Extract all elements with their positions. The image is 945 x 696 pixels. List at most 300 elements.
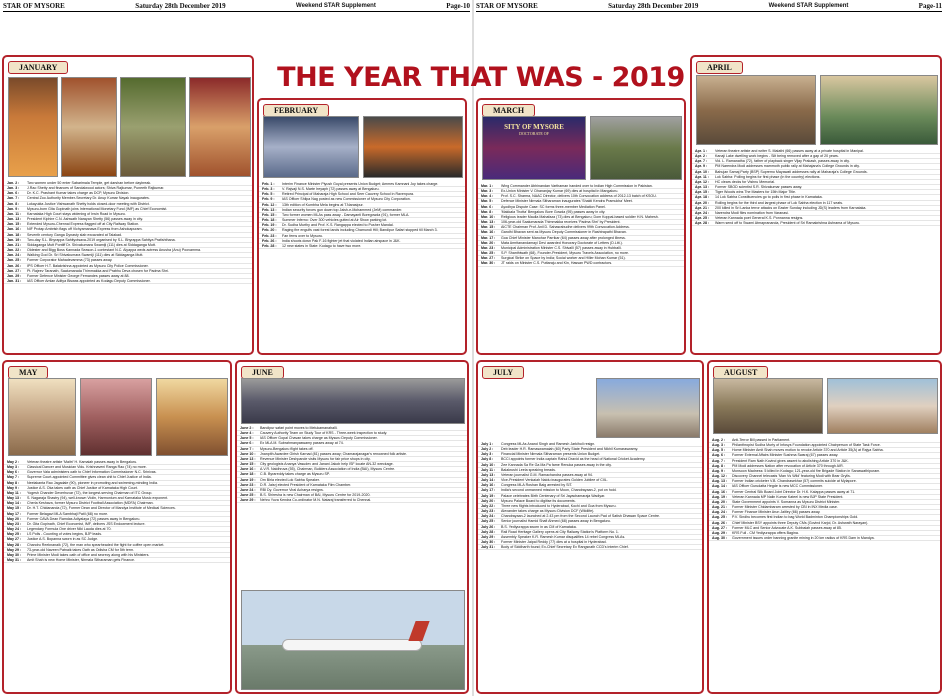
event-text: AICTE Chairman Prof. Anil D. Sahasrabudhe delivers 99th Convocation Address. (501, 225, 630, 230)
photo-oath (8, 378, 76, 456)
event-text: Rolling begins for the third and largest phase of Lok Sabha election in 117 seats. (715, 200, 843, 205)
event-date: Mar. 20 : (481, 240, 496, 245)
event-date: Aug. 12 : (712, 474, 728, 479)
event-date: July 11 : (481, 467, 496, 472)
event-text: 106-year-old Saalumarada Thimmakka receives 'Padma Shri' by President. (501, 220, 621, 225)
event-text: Prof. S.C. Sharma, NAAC Director, delivers 10th Convocation address of 2012-13 batch of KSOU. (501, 194, 657, 199)
event-text: Body of Siddharth found; Ex-Chief Secretary Ex Rangsnath CCD's interim Chief. (501, 545, 629, 550)
event-date: June 2 : (240, 426, 254, 430)
event-text: Neelakanta Rao Jagadale (90), pioneer in promoting and swimming-minding India. (27, 480, 159, 485)
month-title: JANUARY (8, 61, 68, 74)
event-text: Extended Mysuru-Chennai Express flagged off at City Railway Station. (27, 222, 140, 227)
entries-june (237, 426, 467, 586)
event-text: JT raids on Minister C.S. Puttaraju and Kin, Hassan PWD contractors. (501, 261, 613, 266)
event-text: IAS Officer Amlan Aditya Biswas appointed as Kodagu Deputy Commissioner. (27, 278, 151, 283)
event-text: IPS Officer H.T. Balakrishna appointed as Mysuru City Police Commissioner. (27, 263, 149, 268)
event-date: Apr. 2 : (695, 154, 708, 159)
event-date: Apr. 9 : (695, 164, 708, 169)
event-date: May 17 : (7, 511, 22, 516)
main-title: THE YEAR THAT WAS - 2019 (277, 62, 685, 93)
event-date: July 29 : (481, 534, 496, 539)
event-date: Aug. 13 : (712, 479, 728, 484)
event-text: Lok Sabha: Polling begins for first phase (in the country) elections. (715, 174, 821, 179)
photo-parliament (713, 378, 823, 434)
event-text: Discovery Channel telecasts 'Man Vs Wild' featuring Modi with Bear Grylls. (732, 474, 851, 479)
event-date: July 14 : (481, 478, 496, 483)
event-date: Feb. 15 : (262, 212, 277, 217)
photo-crowd (241, 378, 465, 424)
event-text: Former External Affairs Minister Sushma Swaraj (67) passes away. (732, 453, 839, 458)
event-text: Seventh century Ganga Dynasty slab excavated at Talakad. (27, 232, 123, 237)
event-date: July 25 : (481, 519, 496, 524)
event-text: Jnanpith Awardee Girish Karnad (81) passes away; Chamarajanagar's renowned folk artiste. (260, 451, 408, 456)
event-date: May 6 : (7, 470, 20, 475)
event-text: BCCI appoints former India captain Rahul Dravid as the head of National Cricket Academy. (501, 457, 646, 462)
event-text: Veteran theatre artiste 'Maitri' H. Kamaiah passes away in Bengaluru. (27, 460, 138, 464)
event-date: Feb. 23 : (262, 233, 277, 238)
event-text: Congress MLAs Anand Singh and Ramesh Jarkiholi resign. (501, 442, 596, 446)
event-date: Mar. 10 : (481, 214, 496, 219)
event-text: Prime Minister Modi takes oath of office and secrecy along with his Ministers. (27, 552, 150, 557)
centre-fold (472, 0, 474, 696)
photo-rocket (596, 378, 700, 438)
photo-fire (363, 116, 463, 178)
photo-modi (156, 378, 228, 456)
event-date: July 24 : (481, 514, 496, 519)
event-text: Two former women MLAs pass away - Damayanti Boregowda (91), former MLA. (282, 212, 410, 217)
event-text: Wing Commander Abhinandan Varthaman handed over to Indian High Commission in Pakistan. (501, 184, 653, 188)
event-date: July 31 : (481, 545, 496, 550)
event-date: July 22 : (481, 503, 496, 508)
event-text: Amit Shah is new Home Minister, Nirmala Sitharaman gets Finance. (27, 557, 136, 562)
event-date: July 28 : (481, 529, 496, 534)
event-date: Apr. 25 : (695, 216, 710, 221)
event-date: May 24 : (7, 527, 22, 532)
month-title: AUGUST (713, 366, 768, 379)
photo-badminton (827, 378, 938, 434)
section-june (235, 360, 469, 694)
event-text: Walking God Dr. Sri Shivakumara Swamiji (111) dies at Siddaganga Mutt. (27, 253, 144, 258)
event-date: May 8 : (7, 480, 20, 485)
event-date: Jan. 6 : (7, 191, 20, 196)
month-title: JUNE (241, 366, 284, 379)
event-date: Aug. 26 : (712, 520, 728, 525)
event-date: Mar. 1 : (481, 184, 494, 188)
event-date: Aug. 3 : (712, 443, 726, 448)
event-text: IAS Officer Gurudatta Hegde is new MCC Commissioner. (732, 484, 824, 489)
event-date: June 25 : (240, 493, 256, 498)
paper-name: STAR OF MYSORE (3, 1, 65, 10)
event-date: Jan. 3 : (7, 186, 20, 191)
event-text: PM Modi addresses Nation after revocation of Article 370 through AIR. (732, 463, 844, 468)
event-text: Vice-President Venkaiah Naidu inaugurates Golden Jubilee of CIIL. (501, 478, 608, 483)
event-entry (259, 244, 465, 249)
event-date: Feb. 1 : (262, 182, 275, 186)
event-date: Apr. 11 : (695, 174, 709, 179)
event-date: Jan. 15 : (7, 222, 22, 227)
event-text: Former Defence Minister George Fernandes passes away at 88. (27, 273, 130, 278)
event-text: NIF Protap Ambrish flags off Vichyamanava Express from Ashokapuram. (27, 227, 143, 232)
event-date: Jan. 21 : (7, 242, 22, 247)
event-date: July 2 : (481, 447, 494, 452)
event-text: Religious leader Maulla Mahafaza (73) dies at Bengaluru; Dom Koppal-based soldier H.N. Mahesh. (501, 214, 659, 219)
month-title: MAY (8, 366, 48, 379)
issue-date: Saturday 28th December 2019 (135, 1, 226, 10)
event-text: 'Makkala Thotta' Bengaluru Bore Gowda (95) passes away in city. (501, 209, 606, 214)
issue-date: Saturday 28th December 2019 (608, 1, 699, 10)
event-date: June 7 : (240, 446, 254, 451)
event-date: Feb. 28 : (262, 243, 277, 248)
event-text: India shoots down Pak F-16 fighter jet that violated Indian airspace in J&K. (282, 238, 401, 243)
event-text: Oldester and Bigg Boss Kannada Season-1 contestant N.C. Aiyappa weds actress Anusha (Anu) Poovamma. (27, 248, 201, 253)
event-text: Dr. K.C. Prashant Kumar takes charge as DCP, Mysuru Division. (27, 191, 130, 196)
event-text: Senior journalist Hamid Shafi Ahmed (68) passes away in Bengaluru. (501, 519, 611, 524)
event-date: Aug. 8 : (712, 463, 726, 468)
event-text: Congress MLA Roshan Baig arrested by SIT. (501, 483, 573, 488)
event-date: May 30 : (7, 552, 22, 557)
event-text: Chandru Reeknanaik (72), the man who spearheaded the fight for coffee open market. (27, 542, 165, 547)
event-date: May 27 : (7, 537, 22, 542)
photo-rally (696, 75, 816, 145)
event-date: Jan. 27 : (7, 268, 22, 273)
event-text: Ayodhya Dispute Case: SC forms three-member Mediation Panel. (501, 204, 606, 209)
event-date: May 13 : (7, 496, 22, 501)
event-date: Jan. 9 : (7, 206, 20, 211)
event-date: Aug. 14 : (712, 484, 728, 489)
event-date: May 11 : (7, 490, 21, 495)
event-date: Jan. 24 : (7, 253, 22, 258)
event-text: Siddaganga Mutt Pontiff Dr. Shivakumara Swamiji (111) dies at Siddaganga Mutt. (27, 242, 156, 247)
event-text: Fan ferns over to Mysuru. (282, 233, 323, 238)
event-text: Gandhi Bhavan sent as Mysuru Deputy Commissioner in Rashtrapathi Bhavan. (501, 230, 627, 235)
event-text: 12 new states in State: Kodagu to have two more. (282, 243, 362, 248)
event-text: Deb leader H.R. Ramaswamaiah (60) Party State President and Nikhil Kumaraswamy. (501, 447, 639, 452)
event-date: May 25 : (7, 532, 22, 537)
event-date: Mar. 25 : (481, 251, 496, 256)
event-text: Zee Kannada Sa Re Ga Ma Pa fame Renuka passes away in the city. (501, 462, 612, 467)
event-date: May 29 : (7, 547, 22, 552)
event-date: Jan. 16 : (7, 227, 22, 232)
aircraft-tail (408, 621, 429, 641)
section-august (707, 360, 942, 694)
event-text: Former SBOD scientist S.R. Shivakumar passes away. (715, 185, 803, 190)
event-text: Monsoon Madness: 5 killed in Kodagu; 121-year-old fire Brigade Station in Saraswathipuram. (732, 468, 881, 473)
event-text: V. Rajvaji N.S. Marte Ireyaph (72) passes away at Bengaluru. (282, 187, 380, 192)
event-text: City geologists Ananya Vasudev and Janani Jakob help ISF locate AN-32 wreckage. (260, 462, 394, 467)
event-text: Om Birla elected Lok Sabha Speaker. (260, 477, 320, 482)
event-text: 200 killed in Sri Lanka terror attacks on Easter Sunday including JD(S) leaders from Karnataka. (715, 205, 867, 210)
event-text: IAS Officer Shilpa Nag posted as new Commissioner of Mysuru City Corporation. (282, 197, 411, 202)
event-text: Home Minister Amit Shah moves motion to revoke Article 370 and Article 35(A) at Rajya Sabha. (732, 448, 884, 453)
event-date: June 16 : (240, 467, 256, 472)
event-date: July 13 : (481, 472, 496, 477)
event-date: May 31 : (7, 557, 22, 562)
event-text: Lokayukta Justice Vishwanath Shetty holds closed-door meeting with District. (27, 201, 150, 206)
event-text: Dr. H.T. Chidananda (72), Former Dean and Director of Mandya Institute of Medical Sciences. (27, 506, 176, 511)
photo-leader (820, 75, 938, 145)
event-date: June 6 : (240, 441, 254, 446)
event-text: State Government appoints V. Somanna as Mysuru District Minister. (732, 499, 841, 504)
event-date: May 28 : (7, 542, 22, 547)
event-text: Philanthropist Sudha Murty of Infosys Foundation appointed Chairperson of State Task Force. (732, 443, 881, 448)
section-july (476, 360, 704, 694)
event-entry (692, 221, 940, 226)
event-text: P.V. Sindhu becomes first Indian to bag World Badminton Championships Gold. (732, 515, 859, 520)
event-text: Mata Amritanandamayi Devi awarded Honorary Doctorate of Letters (D.Litt.). (501, 240, 623, 245)
event-date: May 20 : (7, 516, 22, 521)
event-date: Apr. 12 : (695, 179, 710, 184)
event-entry (4, 558, 230, 563)
photo-dancer (80, 378, 152, 456)
entries-may (4, 460, 230, 692)
event-text: A.V.R. Naidhruva (55), Chairman, Builders Association of India (BAI), Mysuru Centre. (260, 467, 396, 472)
event-date: July 23 : (481, 509, 496, 514)
month-title: JULY (482, 366, 524, 379)
event-text: Former Central Silk Board Joint Director Dr. H.K. Kalappa passes away at 71. (732, 489, 856, 494)
photo-budget (263, 116, 359, 178)
event-text: Interim Finance Minister Piyush Goyal presents Union Budget; Ammes Kamnani Joy takes charge. (282, 182, 439, 186)
event-date: Aug. 30 : (712, 535, 728, 540)
page-header-left (3, 0, 470, 12)
event-date: June 13 : (240, 456, 256, 461)
event-text: Former Belagavi MLA Sambhaji Patil (68) no more. (27, 511, 109, 516)
event-text: Cherla Keshava, former Mysuru District Football Association (MDFA) Chairman. (27, 501, 154, 506)
event-text: Tiger Woods wins The Masters for 15th Major Title. (715, 190, 797, 195)
event-date: Mar. 16 : (481, 230, 496, 235)
event-text: S.P. Shanthiwath (68), Founder-President, Mysuru Travels Association, no more. (501, 251, 629, 256)
event-text: Legendary Formula One driver Niki Lauda dies at 70. (27, 527, 112, 532)
event-text: Revenue Minister Deshpande visits Mysuru for fair price shops in city. (260, 456, 371, 461)
event-date: July 30 : (481, 539, 496, 544)
event-date: Jan. 7 : (7, 196, 20, 201)
event-date: Feb. 13 : (262, 207, 277, 212)
page-header-right (476, 0, 942, 12)
event-date: Apr. 10 : (695, 169, 710, 174)
page-number: Page-11 (918, 1, 942, 10)
event-text: Indian security forces gun down top Jaish-e-Mohammed (JeM) commander. (282, 207, 403, 212)
event-text: S. Nagaraja Shastry (94), well-known Violin, Harmonium and Karnataka Music exponent. (27, 496, 169, 501)
event-date: Mar. 23 : (481, 245, 496, 250)
event-text: Retired Principal of Maharaja High School and Seer Cauvery School in Ravenpura. (282, 192, 415, 197)
supplement-name: Weekend STAR Supplement (768, 2, 849, 9)
event-text: Warm send off to Swami Atmaprananda, President of Sri Ramakrishna Ashrama of Mysuru. (715, 221, 861, 226)
event-date: July 19 : (481, 493, 496, 498)
event-date: Jan. 29 : (7, 273, 22, 278)
section-february (257, 98, 467, 355)
event-date: Mar. 30 : (481, 261, 496, 266)
event-date: Jan. 31 : (7, 278, 22, 283)
event-text: Veteran Kannada poet General K.S. Ponnanna resigns. (715, 216, 804, 221)
event-text: Veteran theatre artiste and writer S. Malathi (66) passes away at a private hospital in Manipal. (715, 149, 864, 153)
event-date: June 4 : (240, 431, 254, 436)
event-text: Narendra Modi files nomination from Varanasi. (715, 210, 789, 215)
event-text: Classical Dancer and Musician Vidu. Krishnaveni Ranga Rao (74) no more. (27, 465, 147, 470)
event-text: 73-year-old Naveen Patnaik takes Oath as Odisha CM for 5th term. (27, 547, 135, 552)
event-date: July 26 : (481, 524, 496, 529)
event-text: Vid. L. Ramanatha (72), father of playback singer Vijay Prakash, passes away in city. (715, 159, 850, 164)
event-date: Aug. 21 : (712, 505, 728, 510)
event-date: Jan. 18 : (7, 232, 22, 237)
month-title: FEBRUARY (263, 104, 329, 117)
event-text: J.Rao Shetty and finances of Sandalwood actors; Shiva Rajkumar, Puneeth Rajkumar. (27, 186, 165, 191)
event-date: Feb. 19 : (262, 223, 277, 228)
event-text: Nehru Yuva Kendra Co-ordinator M.N. Nataraj transferred to Chennai. (260, 498, 372, 503)
event-text: 14 Lok Sabha Constituencies go to polls in first phase in Karnataka. (715, 195, 823, 200)
event-text: Assembly Speaker K.R. Ramesh Kumar disqualifies 14 rebel Congress MLAs. (501, 534, 626, 539)
event-date: June 5 : (240, 436, 254, 441)
event-text: B.S. Shiresha is new Chairman of BAI, Mysuru Centre for 2019-2020. (260, 493, 371, 498)
event-date: Feb. 18 : (262, 218, 277, 223)
event-text: Defence Minister Nirmala Sitharaman inaugurates 'Shakti Kendra Pramukha' Meet. (501, 199, 633, 204)
event-text: Chandrayaan-2 launched at 2.43 pm from the Second Launch Pad of Satish Dhawan Space Centre. (501, 514, 661, 519)
event-text: Mysuru-Bengaluru flight takes off. (260, 446, 314, 451)
entries-january (4, 181, 252, 353)
event-text: Cauvery Authority Team on Study Tour of KRS - Three-week inspection to study. (260, 431, 388, 436)
photo-award (61, 77, 117, 177)
event-date: June 29 : (240, 498, 256, 503)
event-text: Justice A.S. Oka takes oath as Chief Justice of Karnataka High Court. (27, 485, 138, 490)
month-title: MARCH (482, 104, 535, 117)
aircraft-body (282, 639, 422, 651)
event-text: LS Polls - Counting of votes begins, BJP leads. (27, 532, 103, 537)
event-date: July 20 : (481, 498, 496, 503)
event-date: July 1 : (481, 442, 494, 446)
entries-august (709, 438, 940, 692)
event-date: Aug. 29 : (712, 530, 728, 535)
event-text: B.S. Yediyurappa sworn in as CM of Karnataka. (501, 524, 577, 529)
event-date: Apr. 15 : (695, 190, 710, 195)
event-text: IAS Officer Gopal Chavan takes charge as Mysuru Deputy Commissioner. (260, 436, 378, 441)
event-date: May 3 : (7, 465, 20, 470)
event-text: Two-day S.L. Bhyrappa Sahityotsava-2019 organised by S.L. Bhyrappa Sahitya Pratishthana. (27, 237, 176, 242)
photo-caption: SITY OF MYSORE (504, 123, 564, 131)
event-text: Former MLC and Senior Advocate A.K. Subbaiah passes away at 85. (732, 525, 842, 530)
event-date: Mar. 15 : (481, 225, 496, 230)
event-text: HC clears decks for Vishnu Memorial. (715, 179, 776, 184)
event-date: Aug. 6 : (712, 453, 726, 458)
section-march (476, 98, 686, 355)
event-date: Jan. 25 : (7, 258, 22, 263)
event-text: Two women under 50 enter Sabarimala Temple, get darshan before daybreak. (27, 181, 152, 185)
event-date: Feb. 20 : (262, 228, 277, 233)
photo-stage (189, 77, 251, 177)
event-entry (478, 261, 684, 266)
event-date: Apr. 13 : (695, 185, 710, 190)
event-text: Goa Chief Minister Manohar Parrikar (64) passes away after prolonged illness. (501, 235, 626, 240)
event-text: Mysuru-born Gita Gopinath joins International Monetary Fund (IMF) as Chief Economist. (27, 206, 168, 211)
event-date: Feb. 5 : (262, 192, 275, 197)
event-date: Mar. 3 : (481, 189, 494, 194)
event-date: Apr. 18 : (695, 195, 710, 200)
event-text: Kanaji Lake dwelling work begins - Silt being removed after a gap of 20 years. (715, 154, 839, 159)
event-text: Anti-Terror Bill passed in Parliament. (732, 438, 791, 442)
event-text: Former Minister Jaipal Reddy (77) dies at a hospital in Hyderabad. (501, 539, 607, 544)
event-date: Aug. 27 : (712, 525, 728, 530)
event-text: Dr. Sudha Murthy and Prof. K.S. Rangappa elected to Pusher Mandal. (282, 223, 394, 228)
event-date: Feb. 12 : (262, 202, 277, 207)
event-text: Former Corporator Mahadevamma (73) passes away. (27, 258, 113, 263)
event-text: Ex-Union Minister V. Dhananjay Kumar (69) dies at hospital in Mangaluru. (501, 189, 619, 194)
event-date: June 15 : (240, 462, 256, 467)
event-date: Feb. 26 : (262, 238, 277, 243)
section-april (690, 55, 942, 355)
event-date: June 19 : (240, 477, 256, 482)
event-text: Municipal Administration Minister C.S. Shivalli (57) passes away in Hubballi. (501, 245, 622, 250)
event-date: June 18 : (240, 472, 256, 477)
event-date: July 8 : (481, 457, 494, 462)
event-date: May 23 : (7, 521, 22, 526)
event-date: Aug. 9 : (712, 468, 726, 473)
event-text: Alexander takes charge as Mysuru Division DCF (Wildlife). (501, 509, 595, 514)
event-date: Feb. 9 : (262, 197, 275, 202)
photo-convocation (482, 116, 586, 180)
photo-seer (8, 77, 58, 177)
event-date: Jan. 26 : (7, 263, 22, 268)
event-text: Former Finance Minister Arun Jaitley (66) passes away. (732, 510, 821, 515)
paper-name: STAR OF MYSORE (476, 1, 538, 10)
event-text: C.B. Byrareddy takes charge as Mysuru SP. (260, 472, 330, 477)
event-date: June 23 : (240, 482, 256, 487)
event-date: Mar. 8 : (481, 209, 494, 214)
event-date: Mar. 6 : (481, 204, 494, 209)
event-text: President Kiphire C.N. Ashwath Narayan Shetty (56) passes away in city. (27, 217, 143, 222)
event-date: Apr. 21 : (695, 205, 710, 210)
event-entry (709, 536, 940, 541)
event-text: Ex MLA M. Subrahmanyaswamy passes away at 74. (260, 441, 344, 446)
event-date: Jan. 19 : (7, 237, 22, 242)
event-text: Surgical Strike on Space by India; Social worker and Hiller Mohan Kumar (51). (501, 256, 626, 261)
event-text: D.R. Jaisrj elected President of Karnataka Film Chamber. (260, 482, 352, 487)
event-text: Three new flights introduced to Hyderabad, Kochi and Goa from Mysuru. (501, 503, 617, 508)
event-date: Aug. 7 : (712, 458, 726, 463)
event-text: Former CAVA Dean Ramdas Adiyalaya (72) passes away in Bengaluru. (27, 516, 141, 521)
entries-february (259, 182, 465, 353)
event-text: Supreme Court-appointed Committee gives clean chit to Chief Justice of India. (27, 475, 152, 480)
event-text: Bandipur safari point moves to Melukamanahalli. (260, 426, 338, 430)
event-date: May 2 : (7, 460, 20, 464)
event-text: Pt. Rajeev Taranath, Saalumarada Thimmakka and Prabhu Deva chosen for Padma Shri. (27, 268, 169, 273)
event-date: Mar. 17 : (481, 235, 496, 240)
event-date: Aug. 24 : (712, 510, 728, 515)
event-text: Mysuru Palace Board to digitise its documents. (501, 498, 576, 503)
photo-aircraft (241, 590, 465, 690)
event-text: Balakrushi Leela speaking breads. (501, 467, 556, 472)
event-date: Mar. 4 : (481, 194, 494, 199)
supplement-name: Weekend STAR Supplement (296, 2, 376, 9)
event-date: Aug. 16 : (712, 489, 728, 494)
event-text: RBI Dy. Governor Viral Acharya resigns. (260, 487, 324, 492)
month-title: APRIL (696, 61, 743, 74)
event-date: Apr. 24 : (695, 210, 710, 215)
section-january (2, 55, 254, 355)
event-text: Central Zoo Authority Member-Secretary Dr. Anup Kumar Nayak inaugurates. (27, 196, 150, 201)
event-text: India's second unmanned mission to Moon, Chandrayaan-2, put on hold. (501, 488, 617, 493)
event-text: Raging fire engulfs vast forest lands including Chamundi Hill; Bandipur Safari stopped till March 3. (282, 228, 438, 233)
event-text: Veteran journalist G.M. Ramachandra passes away at 94. (501, 472, 593, 477)
event-date: July 3 : (481, 452, 494, 457)
section-may (2, 360, 232, 694)
event-date: July 16 : (481, 483, 496, 488)
event-date: Aug. 20 : (712, 499, 728, 504)
event-date: Jan. 8 : (7, 201, 20, 206)
event-date: June 10 : (240, 451, 256, 456)
event-text: Former Indian cricketer V.B. Chandrasekhar (57) commits suicide at Mylapore. (732, 479, 857, 484)
event-text: Veteran Kannada MP Nalin Kumar Kateel is new BJP State President. (732, 494, 844, 499)
event-date: May 9 : (7, 485, 20, 490)
event-date: Mar. 5 : (481, 199, 494, 204)
event-date: Mar. 27 : (481, 256, 496, 261)
event-date: Aug. 5 : (712, 448, 726, 453)
